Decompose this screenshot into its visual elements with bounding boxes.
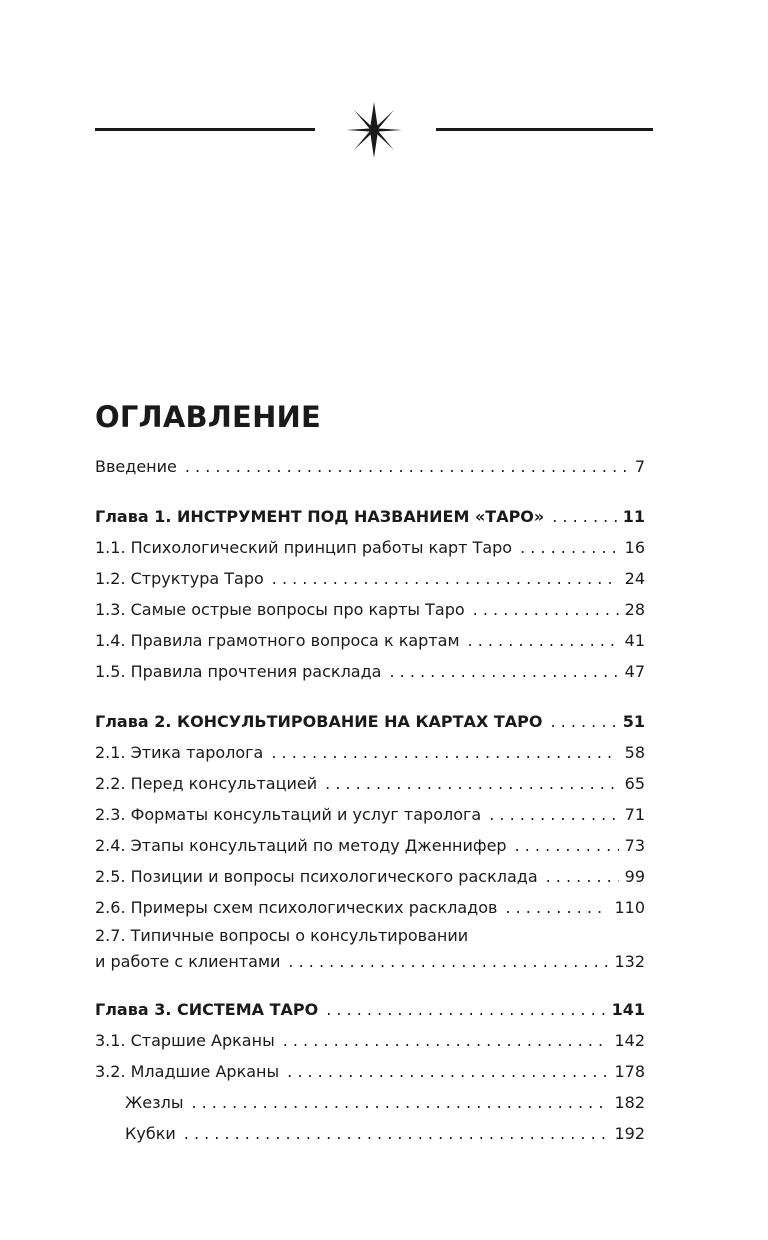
toc-entry-label: 2.2. Перед консультацией — [95, 774, 318, 793]
toc-page-number: 132 — [614, 952, 645, 971]
toc-entry-label: 2.5. Позиции и вопросы психологического расклада — [95, 867, 538, 886]
toc-entry-2-5[interactable] — [95, 861, 645, 892]
toc-entry-wands[interactable] — [95, 1087, 645, 1118]
toc-entry-label: 2.6. Примеры схем психологических раскладов — [95, 898, 498, 917]
toc-entry-label: 2.4. Этапы консультаций по методу Дженнифер — [95, 836, 507, 855]
toc-entry-3-1[interactable] — [95, 1025, 645, 1056]
toc-entry-2-7-line-1[interactable] — [95, 923, 645, 948]
toc-page-number: 16 — [624, 538, 645, 557]
toc-chapter-label: Глава 1. ИНСТРУМЕНТ ПОД НАЗВАНИЕМ «ТАРО» — [95, 507, 545, 526]
toc-entry-1-4[interactable] — [95, 625, 645, 656]
toc-entry-label: 2.3. Форматы консультаций и услуг таролога — [95, 805, 482, 824]
toc-entry-label: 1.5. Правила прочтения расклада — [95, 662, 382, 681]
toc-chapter-2[interactable] — [95, 706, 645, 737]
toc-page-number: 47 — [624, 662, 645, 681]
dot-leader — [505, 892, 608, 923]
star-icon — [344, 100, 404, 160]
dot-leader — [550, 706, 616, 737]
header-ornament — [0, 96, 768, 160]
toc-page-number: 178 — [614, 1062, 645, 1081]
dot-leader — [520, 532, 619, 563]
dot-leader — [191, 1087, 608, 1118]
toc-entry-label: 1.2. Структура Таро — [95, 569, 264, 588]
toc-entry-label: Жезлы — [125, 1093, 184, 1112]
dot-leader — [326, 994, 605, 1025]
ornament-rule-right — [436, 128, 653, 131]
dot-leader — [473, 594, 619, 625]
dot-leader — [489, 799, 618, 830]
toc-entry-2-3[interactable] — [95, 799, 645, 830]
toc-entry-2-2[interactable] — [95, 768, 645, 799]
toc-entry-2-7-line-2[interactable] — [95, 948, 645, 975]
toc-chapter-1[interactable] — [95, 501, 645, 532]
toc-page-number: 71 — [624, 805, 645, 824]
toc-entry-1-5[interactable] — [95, 656, 645, 687]
toc-entry-label: 2.1. Этика таролога — [95, 743, 264, 762]
toc-entry-label-continued: и работе с клиентами — [95, 952, 281, 971]
toc-chapter-label: Глава 2. КОНСУЛЬТИРОВАНИЕ НА КАРТАХ ТАРО — [95, 712, 543, 731]
page-title: ОГЛАВЛЕНИЕ — [95, 400, 322, 434]
toc-entry-1-3[interactable] — [95, 594, 645, 625]
toc-entry-2-4[interactable] — [95, 830, 645, 861]
toc-entry-label: Кубки — [125, 1124, 176, 1143]
dot-leader — [515, 830, 619, 861]
toc-page-number: 142 — [614, 1031, 645, 1050]
dot-leader — [468, 625, 619, 656]
dot-leader — [552, 501, 616, 532]
toc-entry-1-1[interactable] — [95, 532, 645, 563]
toc-page-number: 11 — [622, 507, 645, 526]
toc-entry-label: 3.2. Младшие Арканы — [95, 1062, 280, 1081]
ornament-rule-left — [95, 128, 315, 131]
toc-entry-label: 2.7. Типичные вопросы о консультировании — [95, 926, 469, 945]
toc-entry-label: 1.1. Психологический принцип работы карт Таро — [95, 538, 513, 557]
dot-leader — [287, 1056, 608, 1087]
toc-chapter-3[interactable] — [95, 994, 645, 1025]
toc-page-number: 73 — [624, 836, 645, 855]
dot-leader — [389, 656, 618, 687]
dot-leader — [283, 1025, 609, 1056]
toc-entry-label: Введение — [95, 457, 177, 476]
table-of-contents — [95, 451, 645, 1149]
toc-entry-cups[interactable] — [95, 1118, 645, 1149]
toc-entry-label: 1.4. Правила грамотного вопроса к картам — [95, 631, 460, 650]
toc-entry-2-1[interactable] — [95, 737, 645, 768]
dot-leader — [185, 451, 629, 482]
toc-page-number: 65 — [624, 774, 645, 793]
dot-leader — [184, 1118, 609, 1149]
toc-page-number: 51 — [622, 712, 645, 731]
toc-entry-1-2[interactable] — [95, 563, 645, 594]
toc-page-number: 24 — [624, 569, 645, 588]
dot-leader — [546, 861, 619, 892]
toc-entry-2-6[interactable] — [95, 892, 645, 923]
toc-chapter-label: Глава 3. СИСТЕМА ТАРО — [95, 1000, 319, 1019]
dot-leader — [271, 737, 618, 768]
toc-page-number: 141 — [611, 1000, 645, 1019]
toc-page-number: 58 — [624, 743, 645, 762]
toc-entry-introduction[interactable] — [95, 451, 645, 482]
toc-page-number: 110 — [614, 898, 645, 917]
toc-page-number: 28 — [624, 600, 645, 619]
toc-entry-label: 1.3. Самые острые вопросы про карты Таро — [95, 600, 465, 619]
toc-page-number: 41 — [624, 631, 645, 650]
toc-page-number: 7 — [634, 457, 645, 476]
toc-entry-3-2[interactable] — [95, 1056, 645, 1087]
toc-entry-label: 3.1. Старшие Арканы — [95, 1031, 275, 1050]
toc-page-number: 192 — [614, 1124, 645, 1143]
toc-page-number: 182 — [614, 1093, 645, 1112]
dot-leader — [325, 768, 619, 799]
dot-leader — [272, 563, 619, 594]
dot-leader — [288, 948, 608, 975]
toc-page-number: 99 — [624, 867, 645, 886]
